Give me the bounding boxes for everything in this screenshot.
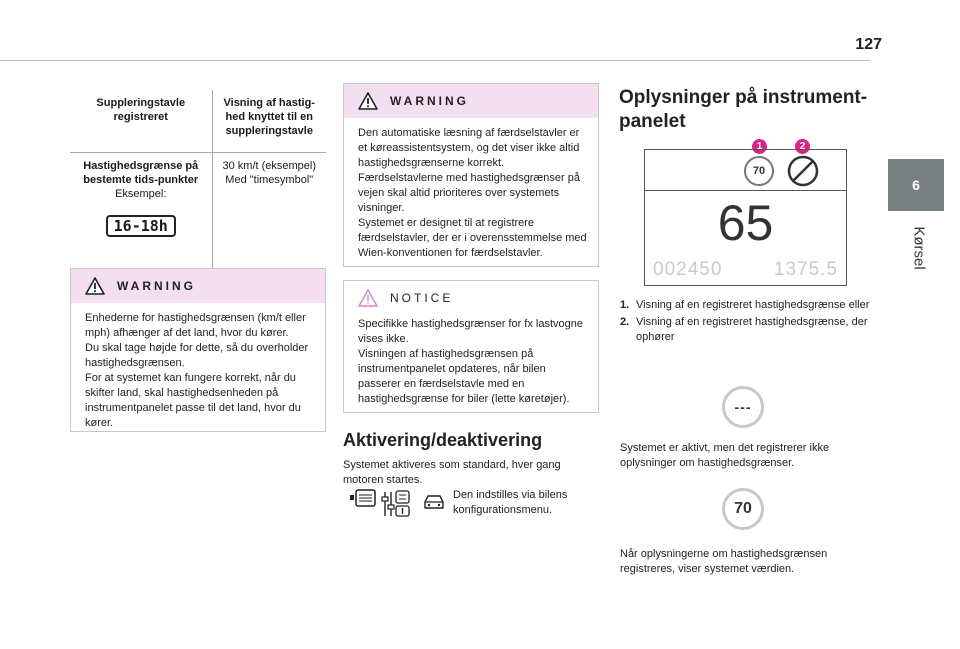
cluster-speed-sign-icon [744,156,774,186]
item-text: Visning af en registreret hastighedsgrænse eller [636,299,870,311]
warning-text: Den automatiske læsning af færdselstavler er et køreassistentsystem, og det viser ikke altid hastighedsgrænserne korrekt. [358,127,580,169]
warning-triangle-icon [358,92,378,110]
top-rule [0,60,870,61]
notice-box [343,280,599,413]
cluster-trip: 1375.5 [773,259,838,280]
chapter-tab[interactable] [888,159,944,211]
callout-label: 1 [756,141,763,152]
table-cell [212,152,326,272]
table-header-cell: Visning af hastig-hed knyttet til en suppleringstavle [212,90,326,152]
end-of-limit-icon [787,155,819,187]
row-title: Hastighedsgrænse på bestemte tids-punkter [83,159,199,186]
row-value-line: Med "timesymbol" [225,173,314,186]
config-text: Den indstilles via bilens konfigurationsmenu. [453,489,568,516]
notice-text: Visningen af hastighedsgrænsen på instrumentpanelet opdateres, når bilen passerer en færdselstavle med en hastighedsgrænse for biler (lette køretøjer). [358,348,570,405]
notice-triangle-icon [358,289,378,307]
no-limit-info-icon [722,386,764,428]
screen-menu-icon [350,489,376,507]
callout-label: 2 [799,141,806,152]
active-text: Når oplysningerne om hastighedsgrænsen registreres, viser systemet værdien. [620,548,828,575]
car-icon [422,493,446,511]
chapter-title-vertical [904,218,934,278]
heading-line: Oplysninger på instrument- [619,87,868,108]
item-number: 2. [620,316,630,328]
warning-title: WARNING [390,94,469,108]
warning-text: Systemet er designet til at registrere færdselstavler, der er i overensstemmelse med Wien-konventionen for færdselstavler. [358,217,587,259]
settings-icon [381,489,411,519]
table-header-row [70,90,326,152]
table-cell [70,152,212,272]
warning-header [344,84,598,118]
time-sign-icon: 16-18h [106,215,176,237]
activation-heading: Aktivering/deaktivering [343,430,543,450]
instrument-heading [619,86,869,134]
speed-limit-icon [722,488,764,530]
cluster-separator [645,190,846,191]
row-subtitle: Eksempel: [115,187,167,200]
item-text: Visning af en registreret hastighedsgrænse, der ophører [636,316,868,343]
row-value-line: 30 km/t (eksempel) [222,159,317,172]
warning-triangle-icon [85,277,105,295]
table-header-cell: Suppleringstavle registreret [70,90,212,152]
page-number: 127 [855,36,882,53]
table-row [70,152,326,272]
item-number: 1. [620,299,630,311]
warning-title: WARNING [117,279,196,293]
notice-text: Specifikke hastighedsgrænser for fx lastvogne vises ikke. [358,318,584,345]
warning-text: Du skal tage højde for dette, så du overholder hastighedsgrænsen. [85,342,309,369]
list-item [620,298,870,313]
warning-text: Enhederne for hastighedsgrænsen (km/t eller mph) afhænger af det land, hvor du kører. [85,312,306,339]
supplementary-sign-table [70,90,326,273]
warning-box-units [70,268,326,432]
notice-title: NOTICE [390,291,454,305]
warning-text: For at systemet kan fungere korrekt, når du skifter land, skal hastighedsenheden på instrumentpanelet passe til det land, hvor du kører. [85,372,301,429]
limit-symbol: 70 [734,500,752,517]
cluster-odometer: 002450 [653,259,723,280]
cluster-speed: 65 [717,195,774,251]
dash-symbol: --- [734,399,752,415]
warning-box-system [343,83,599,267]
activation-text: Systemet aktiveres som standard, hver gang motoren startes. [343,459,561,486]
warning-header [71,269,325,303]
chapter-number: 6 [912,177,920,193]
instrument-cluster-illustration [644,149,847,286]
notice-header [344,281,598,315]
inactive-text: Systemet er aktivt, men det registrerer ikke oplysninger om hastighedsgrænser. [620,442,830,469]
cluster-sign-value: 70 [752,165,766,177]
warning-text: Færdselstavlerne med hastighedsgrænser på vejen skal altid prioriteres over systemets visninger. [358,172,580,214]
chapter-title: Kørsel [910,226,928,270]
legend-list [620,298,870,347]
list-item [620,315,870,345]
heading-line: panelet [619,111,686,132]
